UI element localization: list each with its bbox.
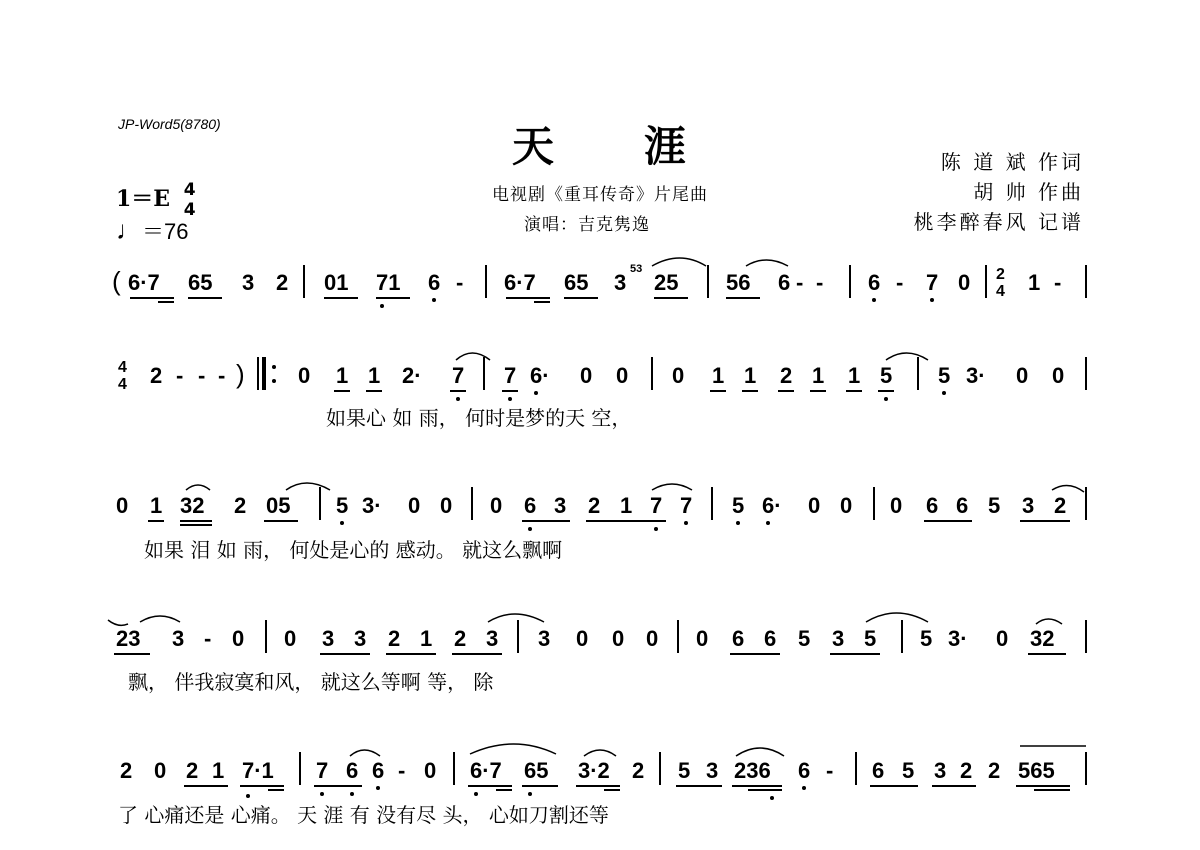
svg-text:0: 0	[408, 493, 421, 518]
svg-text:5: 5	[902, 758, 915, 783]
svg-text:2: 2	[150, 363, 163, 388]
svg-text:0: 0	[232, 626, 245, 651]
svg-text:3: 3	[538, 626, 551, 651]
lyrics-line-2: 如果心 如 雨， 何时是梦的天 空，	[326, 406, 632, 430]
svg-text:01: 01	[324, 270, 349, 295]
svg-text:0: 0	[440, 493, 453, 518]
svg-text:6: 6	[524, 493, 537, 518]
svg-text:0: 0	[612, 626, 625, 651]
svg-text:3: 3	[554, 493, 567, 518]
lyricist-credit: 陈 道 斌 作词	[940, 150, 1084, 174]
svg-text:65: 65	[188, 270, 213, 295]
svg-text:-: -	[816, 270, 824, 295]
svg-text:1: 1	[744, 363, 757, 388]
svg-text:2: 2	[454, 626, 467, 651]
svg-text:6: 6	[926, 493, 939, 518]
svg-text:3: 3	[486, 626, 499, 651]
svg-text:0: 0	[116, 493, 129, 518]
svg-text:05: 05	[266, 493, 291, 518]
svg-text:3·: 3·	[948, 626, 968, 651]
svg-text:1: 1	[212, 758, 225, 783]
svg-text:53: 53	[630, 263, 643, 275]
svg-text:0: 0	[576, 626, 589, 651]
svg-text:6·7: 6·7	[470, 758, 502, 783]
svg-text:5: 5	[798, 626, 811, 651]
svg-text:1: 1	[420, 626, 433, 651]
lyrics-line-4: 飘， 伴我寂寞和风， 就这么等啊 等， 除	[128, 670, 494, 694]
svg-text:65: 65	[524, 758, 549, 783]
score-line-5	[118, 744, 1086, 827]
svg-text:7: 7	[926, 270, 939, 295]
svg-text:6: 6	[428, 270, 441, 295]
svg-text:6: 6	[868, 270, 881, 295]
svg-text:2: 2	[632, 758, 645, 783]
svg-text:2: 2	[960, 758, 973, 783]
svg-text:5: 5	[678, 758, 691, 783]
svg-text:1: 1	[848, 363, 861, 388]
svg-text:6: 6	[798, 758, 811, 783]
svg-text:7: 7	[504, 363, 517, 388]
svg-text:6: 6	[346, 758, 359, 783]
svg-text:5: 5	[988, 493, 1001, 518]
svg-text:3·: 3·	[362, 493, 382, 518]
svg-text:4: 4	[118, 376, 127, 393]
svg-text:6·: 6·	[762, 493, 782, 518]
svg-text:0: 0	[672, 363, 685, 388]
svg-text:5: 5	[864, 626, 877, 651]
svg-text:5: 5	[938, 363, 951, 388]
svg-text:1: 1	[812, 363, 825, 388]
svg-text:3: 3	[172, 626, 185, 651]
software-label: JP-Word5(8780)	[118, 116, 221, 132]
svg-text:3: 3	[242, 270, 255, 295]
svg-text:1: 1	[150, 493, 163, 518]
svg-text:2: 2	[388, 626, 401, 651]
svg-text:-: -	[456, 270, 464, 295]
svg-text:56: 56	[726, 270, 751, 295]
svg-text:5: 5	[920, 626, 933, 651]
svg-text:7: 7	[316, 758, 329, 783]
svg-text:2: 2	[276, 270, 289, 295]
svg-text:2: 2	[996, 266, 1005, 283]
svg-text:2: 2	[1054, 493, 1067, 518]
title-char-1: 天	[511, 122, 556, 171]
svg-text:-: -	[198, 363, 206, 388]
svg-text:1: 1	[620, 493, 633, 518]
song-subtitle: 电视剧《重耳传奇》片尾曲	[492, 185, 708, 205]
svg-text:6·7: 6·7	[128, 270, 160, 295]
svg-text:1: 1	[1028, 270, 1041, 295]
svg-text:236: 236	[734, 758, 771, 783]
svg-text:5: 5	[336, 493, 349, 518]
lyrics-line-5: 了 心痛还是 心痛。 天 涯 有 没有尽 头， 心如刀割还等	[118, 803, 609, 827]
svg-text:32: 32	[1030, 626, 1055, 651]
svg-text:5: 5	[880, 363, 893, 388]
svg-text:1: 1	[336, 363, 349, 388]
svg-text:0: 0	[490, 493, 503, 518]
svg-text:6: 6	[732, 626, 745, 651]
svg-text:-: -	[176, 363, 184, 388]
svg-text:32: 32	[180, 493, 205, 518]
svg-text:6: 6	[956, 493, 969, 518]
svg-text:-: -	[796, 270, 804, 295]
score-line-3	[116, 483, 1086, 562]
svg-text:25: 25	[654, 270, 679, 295]
svg-text:-: -	[1054, 270, 1062, 295]
key-label: 1＝E	[116, 186, 171, 212]
svg-text:0: 0	[890, 493, 903, 518]
time-bottom: 4	[183, 200, 196, 220]
svg-text:2·: 2·	[402, 363, 422, 388]
svg-text:3: 3	[1022, 493, 1035, 518]
svg-text:3: 3	[934, 758, 947, 783]
svg-text:0: 0	[616, 363, 629, 388]
svg-text:6: 6	[778, 270, 791, 295]
svg-text:0: 0	[580, 363, 593, 388]
tempo-value: ＝76	[142, 219, 189, 244]
svg-text:7·1: 7·1	[242, 758, 274, 783]
time-top: 4	[183, 180, 196, 200]
svg-text:3: 3	[832, 626, 845, 651]
svg-text:2: 2	[120, 758, 133, 783]
svg-text:-: -	[826, 758, 834, 783]
svg-text:2: 2	[186, 758, 199, 783]
score-line-2	[118, 353, 1086, 430]
svg-text:6: 6	[872, 758, 885, 783]
svg-text:6: 6	[764, 626, 777, 651]
svg-text:71: 71	[376, 270, 401, 295]
score-line-4	[108, 613, 1086, 694]
svg-text:6·7: 6·7	[504, 270, 536, 295]
svg-text:0: 0	[958, 270, 971, 295]
svg-text:65: 65	[564, 270, 589, 295]
svg-text:3: 3	[322, 626, 335, 651]
composer-credit: 胡 帅 作曲	[973, 180, 1084, 204]
svg-text:1: 1	[368, 363, 381, 388]
svg-text:0: 0	[996, 626, 1009, 651]
svg-text:4: 4	[996, 283, 1005, 300]
singer-credit: 演唱：吉克隽逸	[524, 215, 650, 235]
svg-text:4: 4	[118, 359, 127, 376]
svg-text:2: 2	[234, 493, 247, 518]
svg-text:0: 0	[646, 626, 659, 651]
svg-text:1: 1	[712, 363, 725, 388]
score-line-1	[112, 258, 1086, 308]
svg-text:6: 6	[372, 758, 385, 783]
svg-text:0: 0	[840, 493, 853, 518]
svg-text:0: 0	[298, 363, 311, 388]
svg-text:(: (	[112, 266, 121, 296]
svg-text:0: 0	[1052, 363, 1065, 388]
svg-text:-: -	[204, 626, 212, 651]
svg-text:): )	[236, 359, 245, 389]
svg-text:0: 0	[154, 758, 167, 783]
svg-text:2: 2	[780, 363, 793, 388]
svg-text:6·: 6·	[530, 363, 550, 388]
svg-text:0: 0	[1016, 363, 1029, 388]
svg-text:7: 7	[650, 493, 663, 518]
svg-text:-: -	[218, 363, 226, 388]
svg-text:565: 565	[1018, 758, 1055, 783]
svg-text:3: 3	[614, 270, 627, 295]
svg-text:2: 2	[588, 493, 601, 518]
svg-text:3·: 3·	[966, 363, 986, 388]
svg-text:5: 5	[732, 493, 745, 518]
transcriber-credit: 桃李醉春风 记谱	[913, 210, 1084, 234]
svg-text:0: 0	[696, 626, 709, 651]
svg-text:7: 7	[452, 363, 465, 388]
svg-text:3·2: 3·2	[578, 758, 610, 783]
quarter-note-icon: ♩	[116, 215, 142, 245]
svg-text:23: 23	[116, 626, 141, 651]
svg-text:0: 0	[284, 626, 297, 651]
svg-text:-: -	[896, 270, 904, 295]
svg-text:0: 0	[424, 758, 437, 783]
title-char-2: 涯	[644, 122, 689, 171]
svg-text:3: 3	[706, 758, 719, 783]
svg-text:-: -	[398, 758, 406, 783]
svg-text:2: 2	[988, 758, 1001, 783]
svg-text:7: 7	[680, 493, 693, 518]
svg-text:3: 3	[354, 626, 367, 651]
lyrics-line-3: 如果 泪 如 雨， 何处是心的 感动。 就这么飘啊	[144, 538, 563, 562]
svg-text:0: 0	[808, 493, 821, 518]
